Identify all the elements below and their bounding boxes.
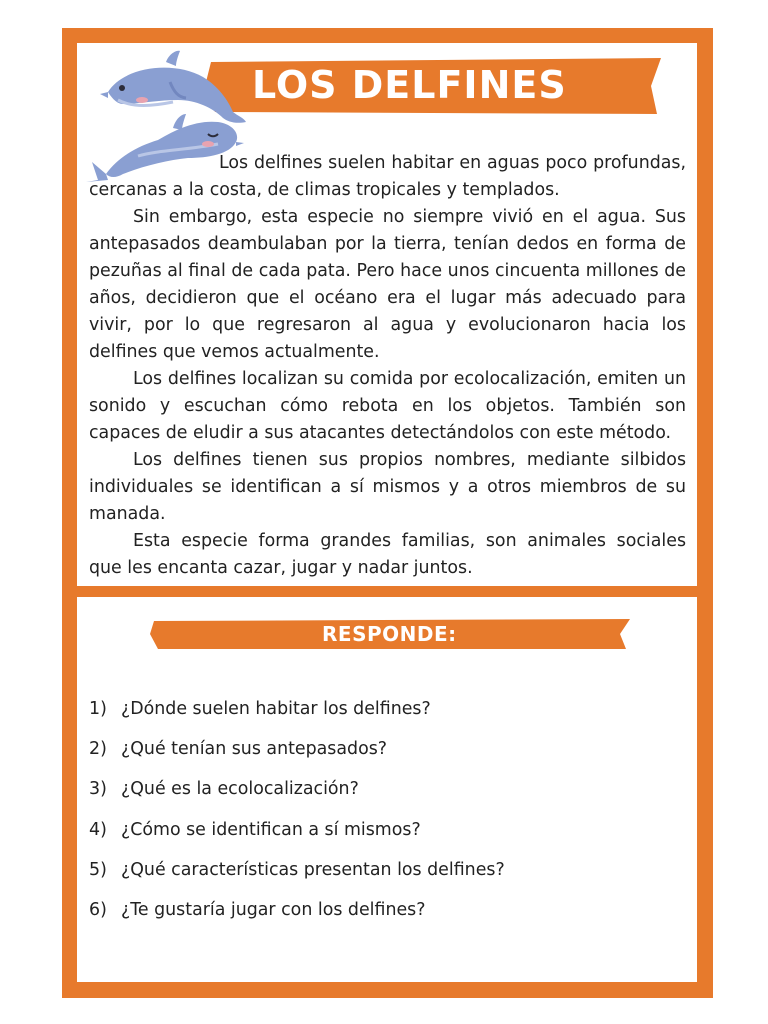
- responde-heading: RESPONDE:: [322, 622, 457, 646]
- question-item: [89, 734, 679, 774]
- question-text: ¿Cómo se identifican a sí mismos?: [121, 819, 421, 840]
- question-number: 5): [89, 859, 107, 880]
- question-number: 4): [89, 819, 107, 840]
- question-text: ¿Qué es la ecolocalización?: [121, 779, 359, 800]
- question-text: ¿Dónde suelen habitar los delfines?: [121, 699, 431, 719]
- question-text: ¿Qué características presentan los delfines?: [121, 859, 505, 880]
- question-number: 3): [89, 779, 107, 800]
- paragraph-1: Los delfines suelen habitar en aguas poco profundas, cercanas a la costa, de climas tropicales y templados.: [89, 153, 686, 200]
- question-number: 2): [89, 739, 107, 760]
- question-item: [89, 855, 679, 895]
- question-number: 1): [89, 699, 107, 719]
- question-number: 6): [89, 899, 107, 920]
- reading-text: [89, 150, 686, 582]
- paragraph-2: Sin embargo, esta especie no siempre vivió en el agua. Sus antepasados deambulaban por la tierra, tenían dedos en forma de pezuñas al final de cada pata. Pero hace unos cincuenta millones de años, decidieron que el océano era el lugar más adecuado para vivir, por lo que regresaron al agua y evolucionaron hacia los delfines que vemos actualmente.: [89, 207, 686, 362]
- question-text: ¿Qué tenían sus antepasados?: [121, 739, 387, 760]
- question-list: [89, 694, 679, 935]
- page-title: LOS DELFINES: [252, 63, 567, 107]
- question-item: [89, 774, 679, 814]
- question-item: [89, 895, 679, 935]
- question-item: [89, 694, 679, 734]
- question-text: ¿Te gustaría jugar con los delfines?: [121, 899, 426, 920]
- paragraph-4: Los delfines tienen sus propios nombres, mediante silbidos individuales se identifican a sí mismos y a otros miembros de su manada.: [89, 450, 686, 524]
- paragraph-5: Esta especie forma grandes familias, son animales sociales que les encanta cazar, jugar y nadar juntos.: [89, 531, 686, 578]
- question-item: [89, 815, 679, 855]
- paragraph-3: Los delfines localizan su comida por ecolocalización, emiten un sonido y escuchan cómo rebota en los objetos. También son capaces de eludir a sus atacantes detectándolos con este método.: [89, 369, 686, 443]
